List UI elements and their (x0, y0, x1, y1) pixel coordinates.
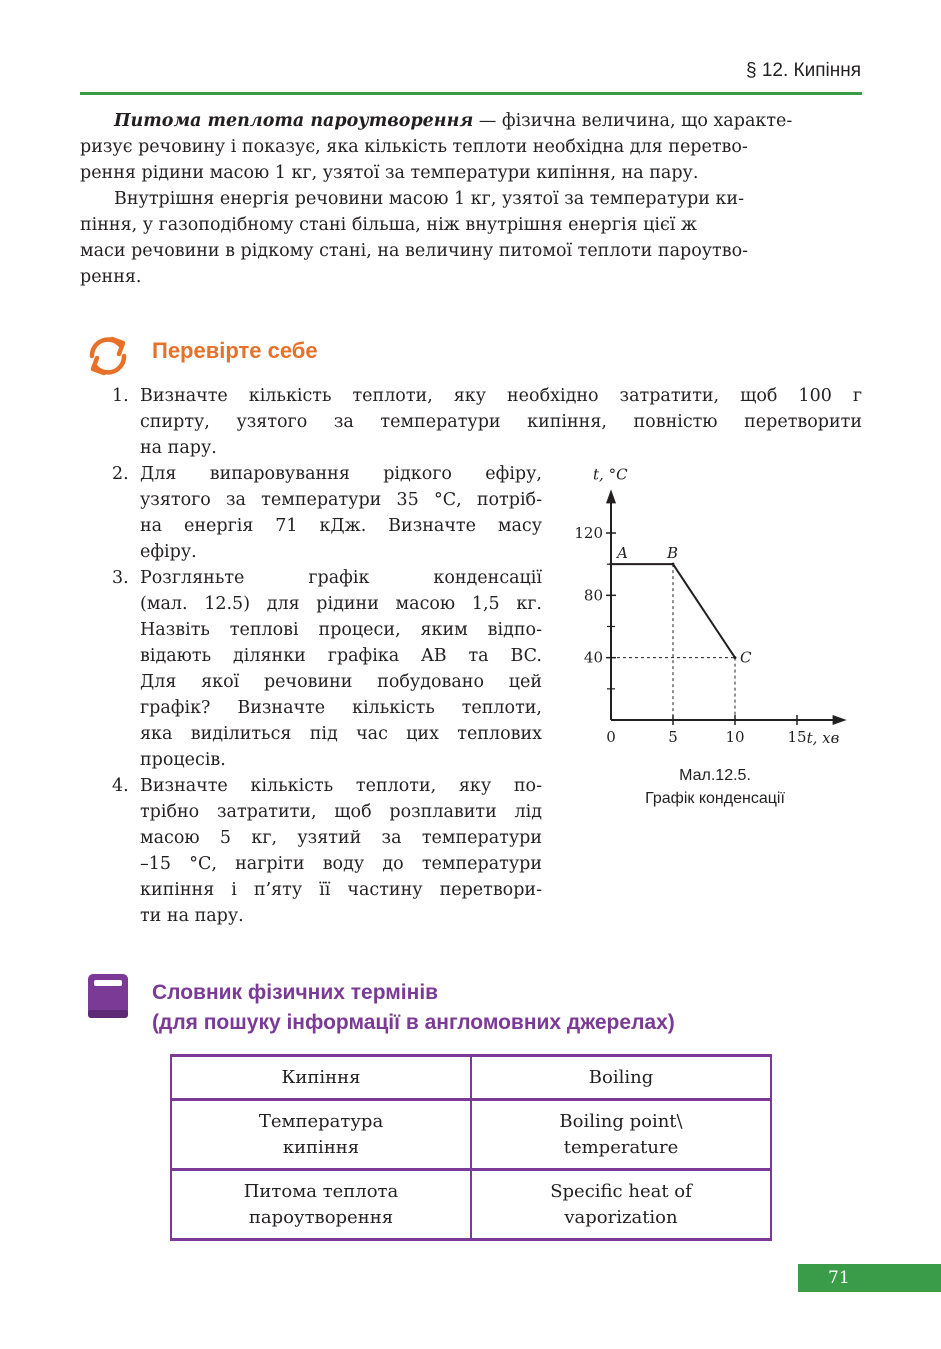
task-line: спирту, узятого за температури кипіння, повністю перетворити (140, 412, 862, 432)
section-header: § 12. Кипіння (745, 60, 861, 81)
y-axis-label: t, °C (593, 465, 628, 484)
table-cell-english (471, 1100, 771, 1170)
task-line: Назвіть теплові процеси, яким відпо- (140, 620, 542, 640)
x-tick-label: 5 (668, 728, 678, 746)
point-label: C (740, 648, 752, 667)
check-yourself-title: Перевірте себе (152, 338, 318, 363)
dictionary-table (170, 1054, 772, 1241)
table-row (171, 1056, 771, 1100)
cell-text: Boiling (588, 1066, 654, 1088)
point-label: B (667, 544, 679, 563)
condensation-chart (560, 455, 880, 755)
x-axis-arrow (833, 715, 847, 725)
task-line: трібно затратити, щоб розплавити лід (140, 802, 542, 822)
task-line: (мал. 12.5) для рідини масою 1,5 кг. (140, 594, 542, 614)
task-line: кипіння і п’яту її частину перетвори- (140, 880, 542, 900)
cell-text: Питома теплота (243, 1180, 399, 1202)
task-item (112, 461, 542, 567)
y-axis-arrow (606, 489, 616, 503)
data-point (610, 563, 613, 566)
cell-text: Specific heat of (550, 1180, 692, 1202)
defined-term: Питома теплота пароутворення (114, 111, 474, 131)
point-label: A (617, 544, 628, 563)
definition-line: ризує речовину і показує, яка кількість теплоти необхідна для перетво- (80, 137, 748, 157)
data-point (672, 563, 675, 566)
y-tick-label: 120 (574, 524, 603, 542)
task-line: Для якої речовини побудовано цей (140, 672, 542, 692)
cell-text: пароутворення (248, 1206, 394, 1228)
paragraph-line: рення. (80, 267, 142, 287)
task-line: графік? Визначте кількість теплоти, (140, 698, 542, 718)
task-item (112, 773, 542, 931)
energy-paragraph (80, 186, 862, 290)
task-line: Для випаровування рідкого ефіру, (140, 464, 542, 484)
table-cell-ukrainian (171, 1100, 471, 1170)
task-line: процесів. (140, 750, 226, 770)
table-cell-english (471, 1170, 771, 1240)
definition-line: — фізична величина, що характе- (473, 111, 793, 131)
task-line: Розгляньте графік конденсації (140, 568, 542, 588)
task-number: 2. (112, 464, 129, 484)
task-line: відають ділянки графіка AB та BC. (140, 646, 542, 666)
table-cell-ukrainian (171, 1170, 471, 1240)
task-number: 3. (112, 568, 129, 588)
definition-paragraph (80, 108, 862, 186)
task-line: Визначте кількість теплоти, яку по- (140, 776, 542, 796)
task-line: масою 5 кг, узятий за температури (140, 828, 542, 848)
y-tick-label: 40 (583, 648, 603, 667)
cell-text: Boiling point\ (559, 1110, 683, 1132)
table-cell-english (471, 1056, 771, 1100)
paragraph-line: Внутрішня енергія речовини масою 1 кг, узятої за температури ки- (114, 189, 744, 209)
header-divider (80, 92, 862, 95)
dictionary-title-line: (для пошуку інформації в англомовних джерелах) (152, 1011, 675, 1034)
task-line: ефіру. (140, 542, 197, 562)
table-cell-ukrainian (171, 1056, 471, 1100)
cell-text: Температура (258, 1110, 384, 1132)
cell-text: temperature (563, 1136, 679, 1158)
task-line: ти на пару. (140, 906, 244, 926)
refresh-cycle-icon (82, 330, 134, 382)
task-line: узятого за температури 35 °С, потріб- (140, 490, 542, 510)
dictionary-title-line: Словник фізичних термінів (152, 981, 439, 1004)
x-tick-label: 15 (787, 728, 807, 746)
cell-text: Кипіння (281, 1066, 361, 1088)
table-row (171, 1170, 771, 1240)
task-item (112, 565, 542, 775)
cell-text: vaporization (564, 1206, 678, 1228)
y-tick-label: 80 (583, 586, 603, 605)
figure-label: Мал.12.5. (679, 767, 751, 784)
page-number: 71 (798, 1264, 941, 1292)
task-item (112, 383, 862, 463)
definition-line: рення рідини масою 1 кг, узятої за температури кипіння, на пару. (80, 163, 699, 183)
task-line: яка виділиться під час цих теплових (140, 724, 542, 744)
task-line: на пару. (140, 438, 217, 458)
cell-text: кипіння (282, 1136, 360, 1158)
dictionary-title (152, 978, 675, 1038)
task-line: –15 °С, нагріти воду до температури (140, 854, 542, 874)
task-line: на енергія 71 кДж. Визначте масу (140, 516, 542, 536)
figure-caption: Графік конденсації (645, 790, 785, 807)
x-tick-label: 0 (606, 728, 616, 746)
paragraph-line: маси речовини в рідкому стані, на величину питомої теплоти пароутво- (80, 241, 749, 261)
x-axis-label: t, хв (806, 729, 840, 747)
x-tick-label: 10 (725, 728, 745, 746)
book-icon (86, 972, 130, 1020)
task-number: 1. (112, 386, 129, 406)
task-number: 4. (112, 776, 129, 796)
task-line: Визначте кількість теплоти, яку необхідно затратити, щоб 100 г (140, 386, 862, 406)
data-point (734, 656, 737, 659)
table-row (171, 1100, 771, 1170)
paragraph-line: піння, у газоподібному стані більша, ніж внутрішня енергія цієї ж (80, 215, 698, 235)
